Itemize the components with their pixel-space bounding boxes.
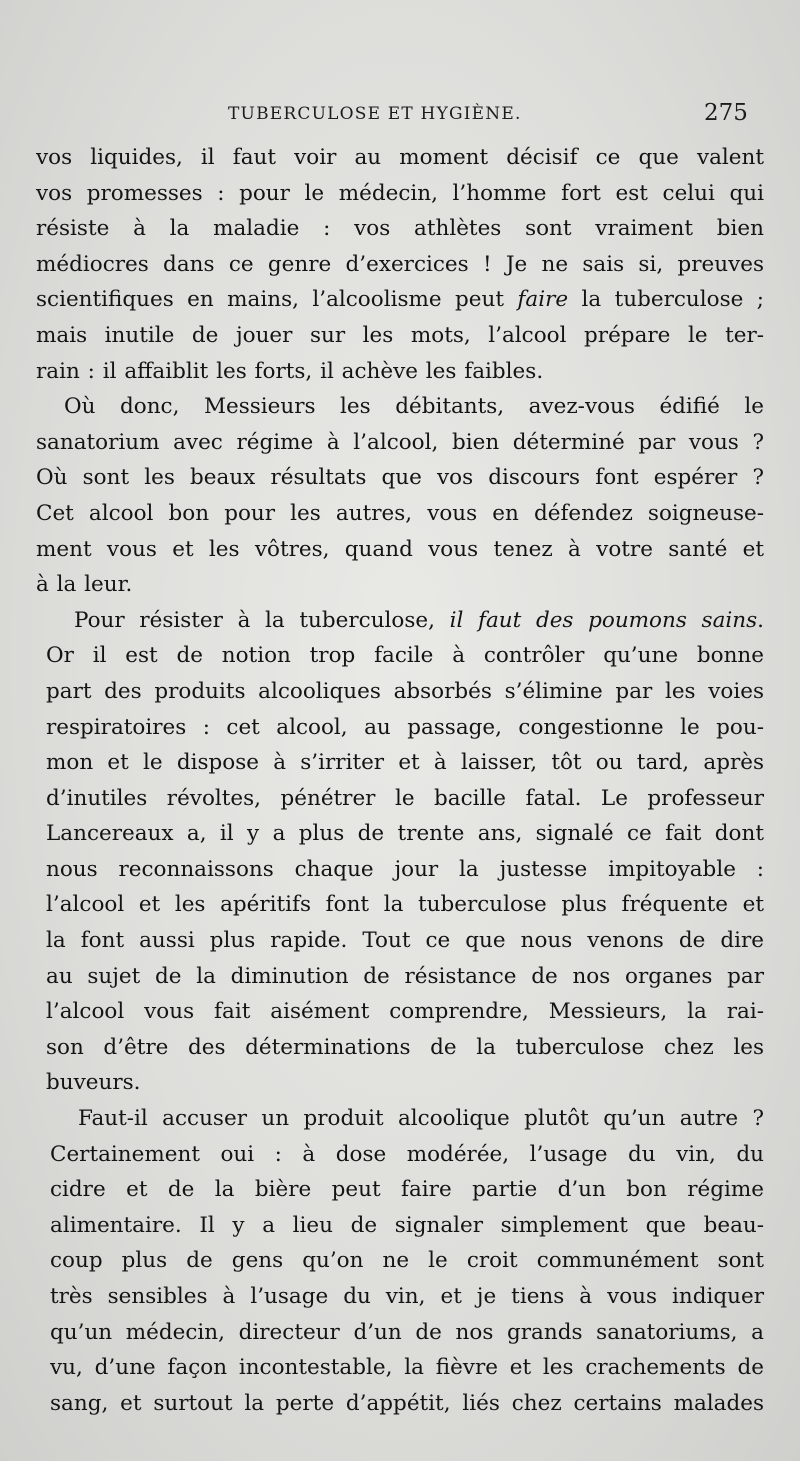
text-line: coup plus de gens qu’on ne le croit communément sont xyxy=(50,1248,764,1274)
page-header xyxy=(0,100,800,130)
text-line-with-italic xyxy=(46,603,764,639)
text-line: résiste à la maladie : vos athlètes sont vraiment bien xyxy=(36,216,764,242)
paragraph-1 xyxy=(36,140,764,389)
text-line: Certainement oui : à dose modérée, l’usage du vin, du xyxy=(50,1141,764,1167)
text-segment: Pour résister à la tuberculose, xyxy=(74,607,450,633)
text-line: son d’être des déterminations de la tuberculose chez les xyxy=(46,1034,764,1060)
text-line: cidre et de la bière peut faire partie d’un bon régime xyxy=(50,1177,764,1203)
running-title: TUBERCULOSE ET HYGIÈNE. xyxy=(228,104,522,124)
text-line: Cet alcool bon pour les autres, vous en défendez soigneuse- xyxy=(36,500,764,526)
text-line: vos liquides, il faut voir au moment décisif ce que valent xyxy=(36,145,764,170)
text-line: médiocres dans ce genre d’exercices ! Je ne sais si, preuves xyxy=(36,251,764,277)
text-line: Où donc, Messieurs les débitants, avez-vous édifié le xyxy=(64,394,764,420)
text-line: alimentaire. Il y a lieu de signaler simplement que beau- xyxy=(50,1212,764,1238)
text-segment: scientifiques en mains, l’alcoolisme peut xyxy=(36,287,518,313)
paragraph-4 xyxy=(50,1101,764,1421)
text-line-with-italic xyxy=(36,282,764,318)
text-segment: . xyxy=(757,607,764,633)
text-line: mon et le dispose à s’irriter et à laisser, tôt ou tard, après xyxy=(46,750,764,776)
text-line: mais inutile de jouer sur les mots, l’alcool prépare le ter- xyxy=(36,322,764,348)
text-line: qu’un médecin, directeur d’un de nos grands sanatoriums, a xyxy=(50,1319,764,1345)
text-line: l’alcool vous fait aisément comprendre, Messieurs, la rai- xyxy=(46,999,764,1025)
text-line: vu, d’une façon incontestable, la fièvre et les crachements de xyxy=(50,1355,764,1381)
text-line: au sujet de la diminution de résistance de nos organes par xyxy=(46,963,764,989)
text-line: buveurs. xyxy=(46,1070,141,1096)
text-line: nous reconnaissons chaque jour la justesse impitoyable : xyxy=(46,856,764,882)
text-line: part des produits alcooliques absorbés s’élimine par les voies xyxy=(46,678,764,704)
text-line: sang, et surtout la perte d’appétit, liés chez certains malades xyxy=(50,1390,764,1416)
text-line: respiratoires : cet alcool, au passage, congestionne le pou- xyxy=(46,714,764,740)
text-line: l’alcool et les apéritifs font la tuberculose plus fréquente et xyxy=(46,892,764,918)
body-text xyxy=(36,140,764,1421)
text-line: sanatorium avec régime à l’alcool, bien déterminé par vous ? xyxy=(36,429,764,455)
text-line: Or il est de notion trop facile à contrôler qu’une bonne xyxy=(46,643,764,669)
text-line: très sensibles à l’usage du vin, et je tiens à vous indiquer xyxy=(50,1284,764,1309)
text-line: la font aussi plus rapide. Tout ce que nous venons de dire xyxy=(46,928,764,954)
paragraph-2 xyxy=(36,389,764,603)
text-line: d’inutiles révoltes, pénétrer le bacille fatal. Le professeur xyxy=(46,785,764,811)
text-line: à la leur. xyxy=(36,572,133,598)
paragraph-3 xyxy=(46,603,764,1101)
italic-text: faire xyxy=(517,287,569,313)
text-line: rain : il affaiblit les forts, il achève les faibles. xyxy=(36,358,544,384)
text-line: Où sont les beaux résultats que vos discours font espérer ? xyxy=(36,465,764,491)
text-line: ment vous et les vôtres, quand vous tenez à votre santé et xyxy=(36,536,764,562)
text-line: Lancereaux a, il y a plus de trente ans, signalé ce fait dont xyxy=(46,821,764,847)
text-segment: la tuberculose ; xyxy=(568,287,764,313)
italic-text: il faut des poumons sains xyxy=(449,607,758,633)
text-line: Faut-il accuser un produit alcoolique plutôt qu’un autre ? xyxy=(78,1106,764,1132)
page-number: 275 xyxy=(704,100,748,126)
text-line: vos promesses : pour le médecin, l’homme fort est celui qui xyxy=(36,180,764,206)
